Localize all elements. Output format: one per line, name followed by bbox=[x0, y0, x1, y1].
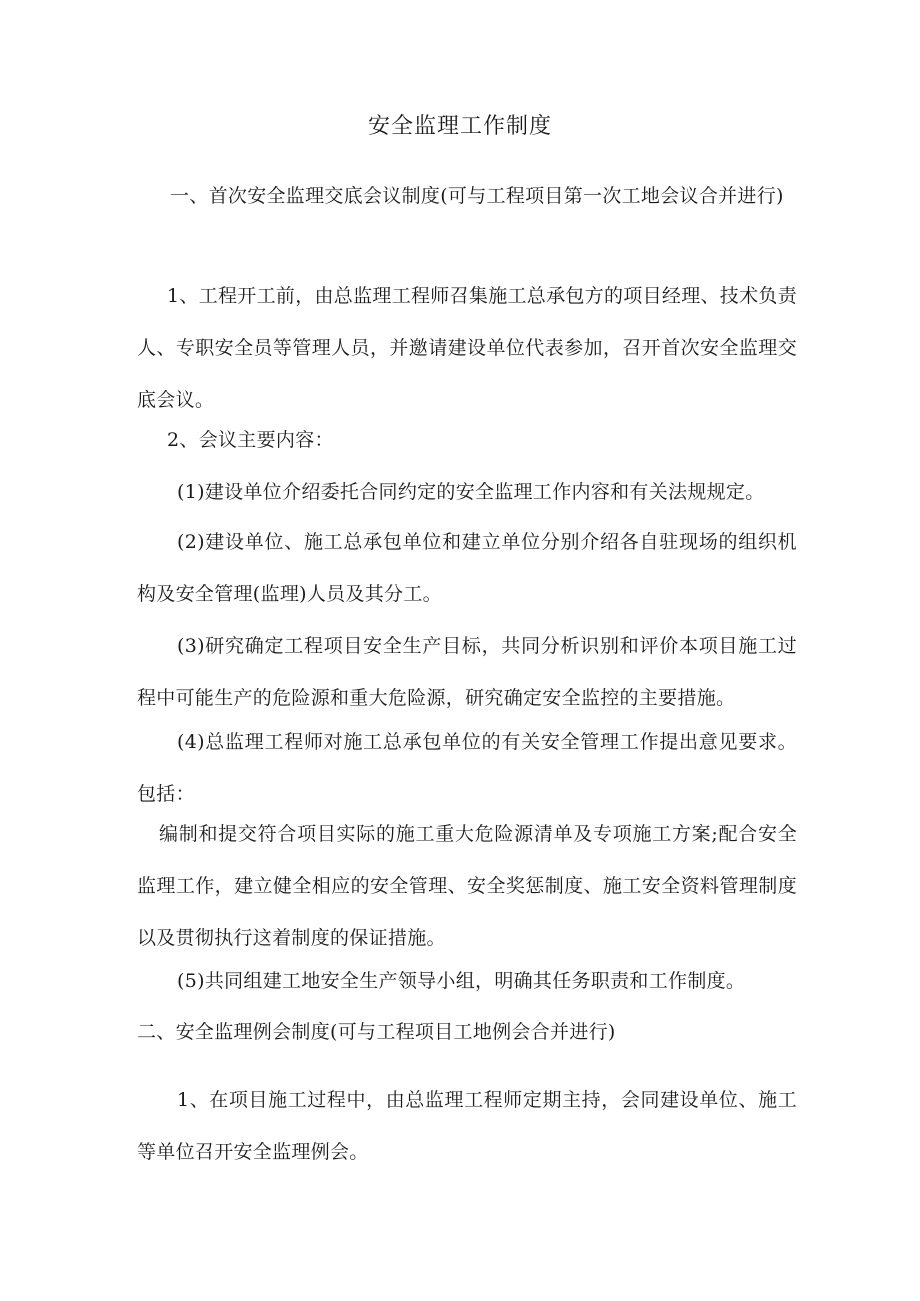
meeting-content-3: (3)研究确定工程项目安全生产目标，共同分析识别和评价本项目施工过程中可能生产的危险源和重大危险源，研究确定安全监控的主要措施。 bbox=[137, 635, 797, 709]
section-heading-1: 一、首次安全监理交底会议制度(可与工程项目第一次工地会议合并进行) bbox=[170, 185, 784, 207]
paragraph-item-1: 1、工程开工前，由总监理工程师召集施工总承包方的项目经理、技术负责人、专职安全员等管理人员，并邀请建设单位代表参加，召开首次安全监理交底会议。 bbox=[137, 285, 797, 411]
paragraph-item-section2-1: 1、在项目施工过程中，由总监理工程师定期主持，会同建设单位、施工等单位召开安全监理例会。 bbox=[137, 1089, 797, 1163]
meeting-content-1: (1)建设单位介绍委托合同约定的安全监理工作内容和有关法规规定。 bbox=[177, 481, 765, 503]
meeting-content-5: (5)共同组建工地安全生产领导小组，明确其任务职责和工作制度。 bbox=[177, 970, 746, 992]
document-title: 安全监理工作制度 bbox=[367, 114, 552, 139]
paragraph-item-2: 2、会议主要内容： bbox=[167, 429, 334, 451]
section-heading-2: 二、安全监理例会制度(可与工程项目工地例会合并进行) bbox=[137, 1021, 616, 1043]
meeting-content-4: (4)总监理工程师对施工总承包单位的有关安全管理工作提出意见要求。包括： bbox=[137, 731, 797, 805]
meeting-content-2: (2)建设单位、施工总承包单位和建立单位分别介绍各自驻现场的组织机构及安全管理(监理)人员及其分工。 bbox=[137, 531, 797, 605]
meeting-content-4-detail: 编制和提交符合项目实际的施工重大危险源清单及专项施工方案;配合安全监理工作，建立健全相应的安全管理、安全奖惩制度、施工安全资料管理制度以及贯彻执行这着制度的保证措施。 bbox=[137, 823, 797, 949]
